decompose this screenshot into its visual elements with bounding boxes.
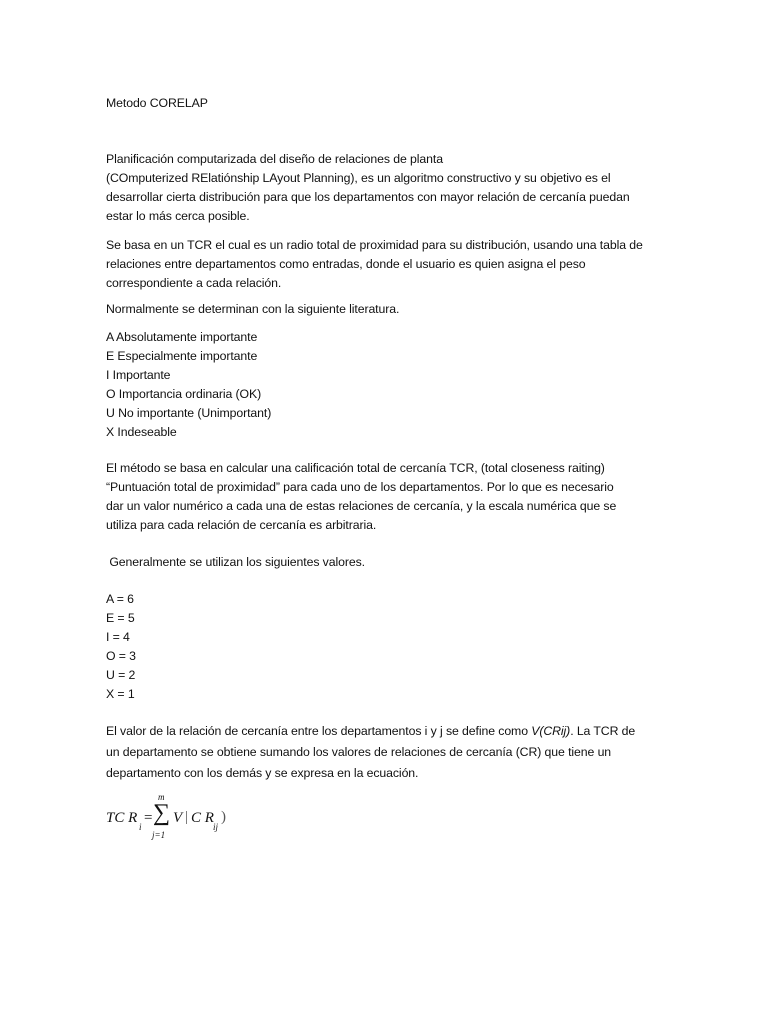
paragraph-line: (COmputerized RElatiónship LAyout Planning), es un algoritmo constructivo y su objetivo es el [106, 171, 611, 185]
paragraph-line: desarrollar cierta distribución para que los departamentos con mayor relación de cercanía puedan [106, 190, 630, 204]
paragraph-line: “Puntuación total de proximidad” para cada uno de los departamentos. Por lo que es necesario [106, 480, 614, 494]
list-item: X Indeseable [106, 425, 177, 439]
list-item: I Importante [106, 368, 171, 382]
paragraph-line: Planificación computarizada del diseño de relaciones de planta [106, 152, 443, 166]
paragraph-line [106, 721, 666, 742]
list-item: O Importancia ordinaria (OK) [106, 387, 262, 401]
inline-formula: V(CRij) [531, 724, 571, 738]
intro-paragraph [106, 150, 666, 226]
values-list [106, 590, 666, 704]
method-paragraph [106, 459, 666, 535]
values-intro [106, 553, 666, 572]
formula-lhs-subscript: i [139, 822, 142, 832]
paragraph-line: utiliza para cada relación de cercanía es arbitraria. [106, 518, 377, 532]
formula-bar-left: | [185, 809, 189, 825]
paragraph-line: relaciones entre departamentos como entradas, donde el usuario es quien asigna el peso [106, 257, 586, 271]
list-item: O = 3 [106, 649, 136, 663]
paragraph-line: departamento con los demás y se expresa en la ecuación. [106, 766, 419, 780]
definition-paragraph [106, 721, 666, 784]
definition-text: El valor de la relación de cercanía entre los departamentos i y j se define como [106, 724, 532, 738]
paragraph-line: Se basa en un TCR el cual es un radio total de proximidad para su distribución, usando una tabla de [106, 238, 643, 252]
formula-upper-limit: m [158, 792, 165, 802]
formula-rhs: C R [191, 810, 214, 826]
document-title [106, 94, 666, 113]
title-text: Metodo CORELAP [106, 96, 208, 110]
paragraph-line: El método se basa en calcular una calificación total de cercanía TCR, (total closeness raiting) [106, 461, 605, 475]
paragraph-line: estar lo más cerca posible. [106, 209, 250, 223]
formula-equals: = [144, 810, 153, 826]
formula-rhs-subscript: ij [213, 822, 219, 832]
paragraph-line: dar un valor numérico a cada una de estas relaciones de cercanía, y la escala numérica que se [106, 499, 617, 513]
paragraph-line: Generalmente se utilizan los siguientes valores. [106, 555, 365, 569]
formula-v: V [173, 810, 183, 826]
list-item: E Especialmente importante [106, 349, 258, 363]
literature-intro [106, 300, 666, 319]
list-item: U No importante (Unimportant) [106, 406, 272, 420]
paragraph-line: correspondiente a cada relación. [106, 276, 282, 290]
tcr-equation [106, 792, 246, 846]
formula-lhs: TC R [106, 810, 138, 826]
formula-sigma: ∑ [153, 800, 171, 826]
ratings-list [106, 328, 666, 442]
paragraph-line: Normalmente se determinan con la siguiente literatura. [106, 302, 400, 316]
list-item: E = 5 [106, 611, 135, 625]
tcr-paragraph [106, 236, 666, 293]
list-item: U = 2 [106, 668, 136, 682]
formula-bar-right: ) [221, 809, 226, 825]
formula-lower-limit: j=1 [152, 830, 166, 840]
paragraph-line: un departamento se obtiene sumando los valores de relaciones de cercanía (CR) que tiene un [106, 745, 612, 759]
definition-text: . La TCR de [570, 724, 636, 738]
list-item: A = 6 [106, 592, 134, 606]
list-item: I = 4 [106, 630, 130, 644]
list-item: A Absolutamente importante [106, 330, 258, 344]
list-item: X = 1 [106, 687, 135, 701]
